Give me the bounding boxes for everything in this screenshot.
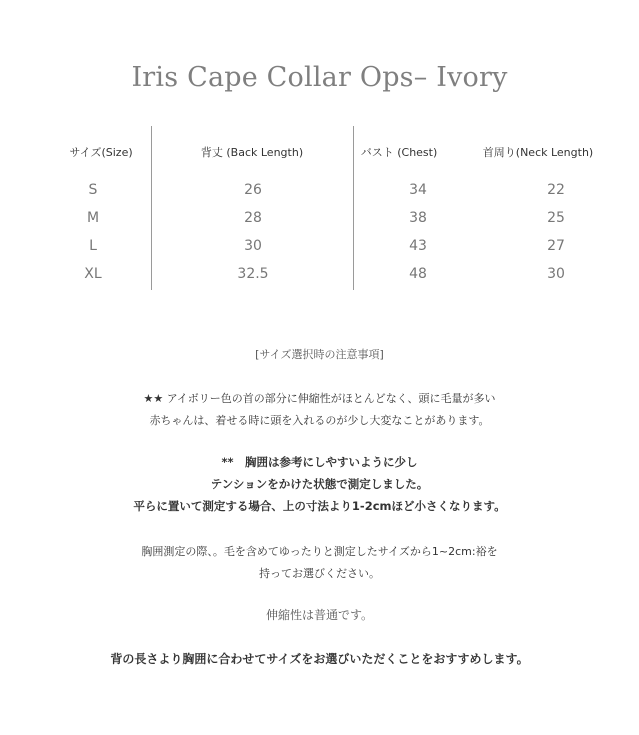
column-header-size: サイズ(Size) bbox=[69, 146, 133, 159]
table-cell-size: XL bbox=[84, 266, 102, 282]
table-cell-back-length: 26 bbox=[244, 182, 262, 198]
table-cell-chest: 38 bbox=[409, 210, 427, 226]
table-divider bbox=[353, 126, 354, 290]
note-neck-stretch-line-1: ★★ アイボリー色の首の部分に伸縮性がほとんどなく、頭に毛量が多い bbox=[143, 392, 496, 405]
table-cell-neck-length: 22 bbox=[547, 182, 565, 198]
table-cell-chest: 34 bbox=[409, 182, 427, 198]
table-cell-chest: 48 bbox=[409, 266, 427, 282]
note-measure-line-1: 胸囲測定の際、。毛を含めてゆったりと測定したサイズから1~2cm:裕を bbox=[141, 545, 498, 558]
note-recommendation: 背の長さより胸囲に合わせてサイズをお選びいただくことをおすすめします。 bbox=[110, 652, 529, 666]
size-table bbox=[50, 126, 610, 290]
table-cell-back-length: 30 bbox=[244, 238, 262, 254]
note-stretch: 伸縮性は普通です。 bbox=[265, 608, 374, 622]
column-header-neck-length: 首周り(Neck Length) bbox=[482, 146, 594, 159]
column-header-back-length: 背丈 (Back Length) bbox=[200, 146, 304, 159]
table-cell-neck-length: 25 bbox=[547, 210, 565, 226]
table-cell-neck-length: 27 bbox=[547, 238, 565, 254]
note-chest-line-2: テンションをかけた状態で測定しました。 bbox=[210, 477, 429, 491]
note-measure-line-2: 持ってお選びください。 bbox=[259, 567, 380, 580]
table-cell-back-length: 32.5 bbox=[237, 266, 269, 282]
table-divider bbox=[151, 126, 152, 290]
table-cell-size: S bbox=[88, 182, 98, 198]
table-cell-neck-length: 30 bbox=[547, 266, 565, 282]
note-chest-line-1: ** 胸囲は参考にしやすいように少し bbox=[221, 455, 418, 469]
table-cell-size: M bbox=[86, 210, 100, 226]
table-cell-size: L bbox=[89, 238, 97, 254]
column-header-chest: バスト (Chest) bbox=[360, 146, 438, 159]
note-neck-stretch-line-2: 赤ちゃんは、着せる時に頭を入れるのが少し大変なことがあります。 bbox=[149, 414, 490, 427]
table-cell-chest: 43 bbox=[409, 238, 427, 254]
product-title: Iris Cape Collar Ops– Ivory bbox=[131, 62, 508, 93]
notes-section-title: [サイズ選択時の注意事項] bbox=[255, 348, 384, 361]
table-cell-back-length: 28 bbox=[244, 210, 262, 226]
note-chest-line-3: 平らに置いて測定する場合、上の寸法より1-2cmほど小さくなります。 bbox=[133, 499, 506, 513]
